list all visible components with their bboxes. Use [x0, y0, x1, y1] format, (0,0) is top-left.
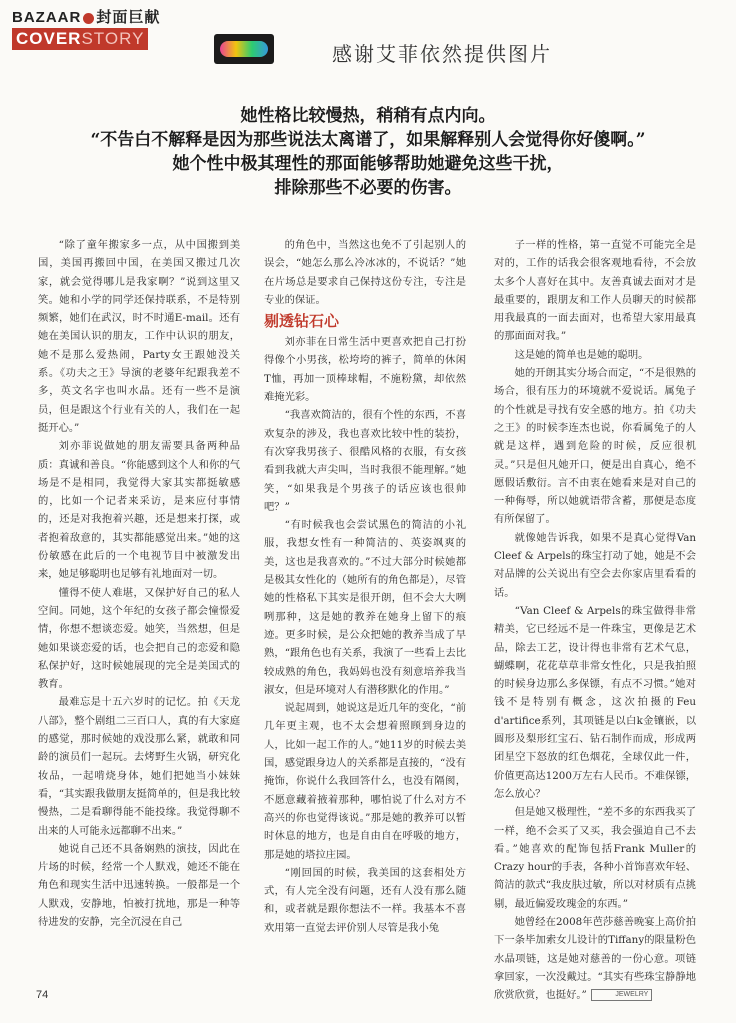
- article-column-2: [264, 236, 466, 937]
- magazine-brand: BAZAAR 封面巨献: [12, 9, 161, 26]
- paragraph: “我喜欢简洁的，很有个性的东西，不喜欢复杂的涉及，我也喜欢比较中性的装扮，有次穿我男孩子、很酷风格的衣服，有女孩看到我就大声尖叫，当时我很不能理解。”她笑，“如果我是个男孩子的话应该也很帅吧？”: [264, 409, 466, 513]
- paragraph: 但是她又极理性，“差不多的东西我买了一样，绝不会买了又买，我会强迫自己不去看。”她喜欢的配饰包括Frank Muller的Crazy hour的手表，各种小首饰喜欢年轻、简洁的款式“我皮肤过敏，所以对材质有点挑剔，最近偏爱玫瑰金的东西。”: [494, 806, 696, 910]
- page-number: 74: [36, 989, 49, 1001]
- pull-quote-line: 她个性中极其理性的那面能够帮助她避免这些干扰，: [172, 154, 564, 174]
- section-subheading: 剔透钻石心: [264, 312, 340, 331]
- paragraph: “刚回国的时候，我美国的这套相处方式，有人完全没有问题，还有人没有那么随和，或者就是跟你想法不一样。我基本不喜欢用第一直觉去评价别人尽管是我小兔: [264, 866, 466, 934]
- end-sign-off: JEWELRY: [591, 989, 653, 1001]
- image-credit: 感谢艾菲依然提供图片: [332, 42, 552, 66]
- paragraph-last: 她曾经在2008年芭莎慈善晚宴上高价拍下一条毕加索女儿设计的Tiffany的限量粉色水晶项链，这是她对慈善的一份心意。项链拿回家，一次没戴过。“其实有些珠宝静静地欣赏欣赏，也挺好。” JEWELRY: [494, 915, 696, 1002]
- paragraph: 刘亦菲说做她的朋友需要具备两种品质：真诚和善良。“你能感到这个人和你的气场是不是相同，我觉得大家其实都挺敏感的，比如一个记者来采访，是来应付事情的，还是对我抱着兴趣，还是想来打探，或者抱着敌意的，其实都能感觉出来。”她的这份敏感在此后的一个电视节目中被激发出来，她足够聪明也足够有礼地面对一切。: [38, 440, 240, 581]
- cover-story-badge: COVERSTORY: [12, 28, 148, 50]
- article-column-3: [494, 236, 696, 1004]
- paragraph: 最难忘是十五六岁时的记忆。拍《天龙八部》，整个剧组二三百口人，真的有大家庭的感觉，那时候她的戏没那么紧，就敢和同龄的演员们一起玩。去烤野生火锅，研究化妆品，一起啃烧身体，她们把她当小妹妹看，“其实跟我做朋友挺简单的，但是我比较慢热，二是看聊得能不能投缘。我觉得聊不出来的人可能永远都聊不出来。”: [38, 696, 240, 837]
- paragraph: 她说自己还不具备娴熟的演技，因此在片场的时候，经常一个人默戏，她还不能在角色和现实生活中迅速转换。一般都是一个人默戏，安静地，怕被打扰地，那是一种等待进发的安静，完全沉浸在自己: [38, 842, 240, 928]
- paragraph: “有时候我也会尝试黑色的简洁的小礼服，我想女性有一种简洁的、英姿飒爽的美，这也是我喜欢的。”不过大部分时候她都是极其女性化的（她所有的角色都是），尽管她的性格私下其实是很开朗，但不会大大咧咧那种，这是她的教养在她身上留下的痕迹。更多时候，是公众把她的教养当成了早熟，“跟角色也有关系，我演了一些看上去比较成熟的角色，我妈妈也没有刻意培养我当淑女，但是环境对人有潜移默化的作用。”: [264, 519, 466, 696]
- paragraph: 刘亦菲在日常生活中更喜欢把自己打扮得像个小男孩，松垮垮的裤子，简单的休闲T恤，再加一顶棒球帽，不施粉黛，却依然难掩光彩。: [264, 336, 466, 404]
- paragraph: 子一样的性格，第一直觉不可能完全是对的，工作的话我会很客观地看待，不会放太多个人喜好在其中。友善真诚去面对才是最重要的，跟朋友和工作人员聊天的时候都用我最真的一面去面对，也希望大家用最真的那面面对我。”: [494, 239, 696, 343]
- paragraph: 说起周到，她说这是近几年的变化，“前几年更主观，也不太会想着照顾到身边的人，比如一起工作的人。”她11岁的时候去美国，感觉跟身边人的关系都是直接的，“没有掩饰，你说什么我回答什么，也没有隔阂，不愿意藏着掖着那种，哪怕说了什么对方不高兴的你也觉得该说。”那是她的教养可以暂时休息的地方，也是自由自在呼吸的地方，那是她的塔拉庄园。: [264, 702, 466, 861]
- paragraph: “除了童年搬家多一点，从中国搬到美国，美国再搬回中国，在美国又搬过几次家，就会觉得哪儿是我家啊？”说到这里又笑。她和小学的同学还保持联系，不是特别频繁，她们在武汉，时不时通E-mail。还有她在美国认识的朋友，工作中认识的朋友，她不是那么爱热闹，Party女王跟她没关系。《功夫之王》导演的老婆年纪跟我差不多，英文名字也叫水晶。还有一些不是演员，但是跟这个行业有关的人，我们在一起挺开心。”: [38, 239, 240, 434]
- paragraph: “Van Cleef & Arpels的珠宝做得非常精美，它已经远不是一件珠宝，更像是艺术品，除去工艺，设计得也非常有艺术气息，蝴蝶啊，花花草草非常女性化，只是我拍照的时候身边那么多保镖，有点不习惯。”她对钱不是特别有概念，这次拍摄的Feu d'artifice系列，其项链是以白k金镶嵌，以圆形及梨形红宝石、钻石制作而成，形成两团星空下怒放的红色烟花，全球仅此一件，价值更高达1200万左右人民币。不难保镖，怎么放心？: [494, 604, 696, 800]
- pull-quote: [80, 104, 656, 200]
- pull-quote-line: “不告白不解释是因为那些说法太离谱了，如果解释别人会觉得你好傻啊。”: [90, 130, 646, 150]
- paragraph: 这是她的简单也是她的聪明。: [514, 348, 649, 361]
- paragraph: 懂得不使人难堪，又保护好自己的私人空间。同她，这个年纪的女孩子都会憧憬爱情，你想不想谈恋爱。她笑，当然想，但是她如果谈恋爱的话，也会把自己的恋爱和隐私保护好，这时候她展现的完全是美国式的教育。: [38, 586, 240, 691]
- partner-logo-icon: [214, 34, 274, 64]
- article-column-1: [38, 236, 240, 931]
- paragraph: 的角色中，当然这也免不了引起别人的误会，“她怎么那么冷冰冰的，不说话？”她在片场总是要求自己保持这份专注，专注是专业的保证。: [264, 239, 466, 306]
- section-label: 封面巨献: [96, 9, 161, 26]
- paragraph: 就像她告诉我，如果不是真心觉得Van Cleef & Arpels的珠宝打动了她，她是不会对品牌的公关说出有空会去你家店里看看的话。: [494, 531, 696, 599]
- paragraph: 她的开朗其实分场合而定，“不是很熟的场合，很有压力的环境就不爱说话。属兔子的个性就是寻找有安全感的地方。拍《功夫之王》的时候李连杰也说，你看属兔子的人就是这样，遇到危险的时候，反应很机灵。”只是但凡她开口，便是出自真心，绝不愿假话敷衍。言不由衷在她看来是对自己的一种侮辱，所以她就语带含蓄，那便是态度有所保留了。: [494, 367, 696, 526]
- pull-quote-line: 她性格比较慢热，稍稍有点内向。: [240, 106, 496, 126]
- pull-quote-line: 排除那些不必要的伤害。: [274, 178, 462, 198]
- logo-dot-icon: [83, 13, 94, 24]
